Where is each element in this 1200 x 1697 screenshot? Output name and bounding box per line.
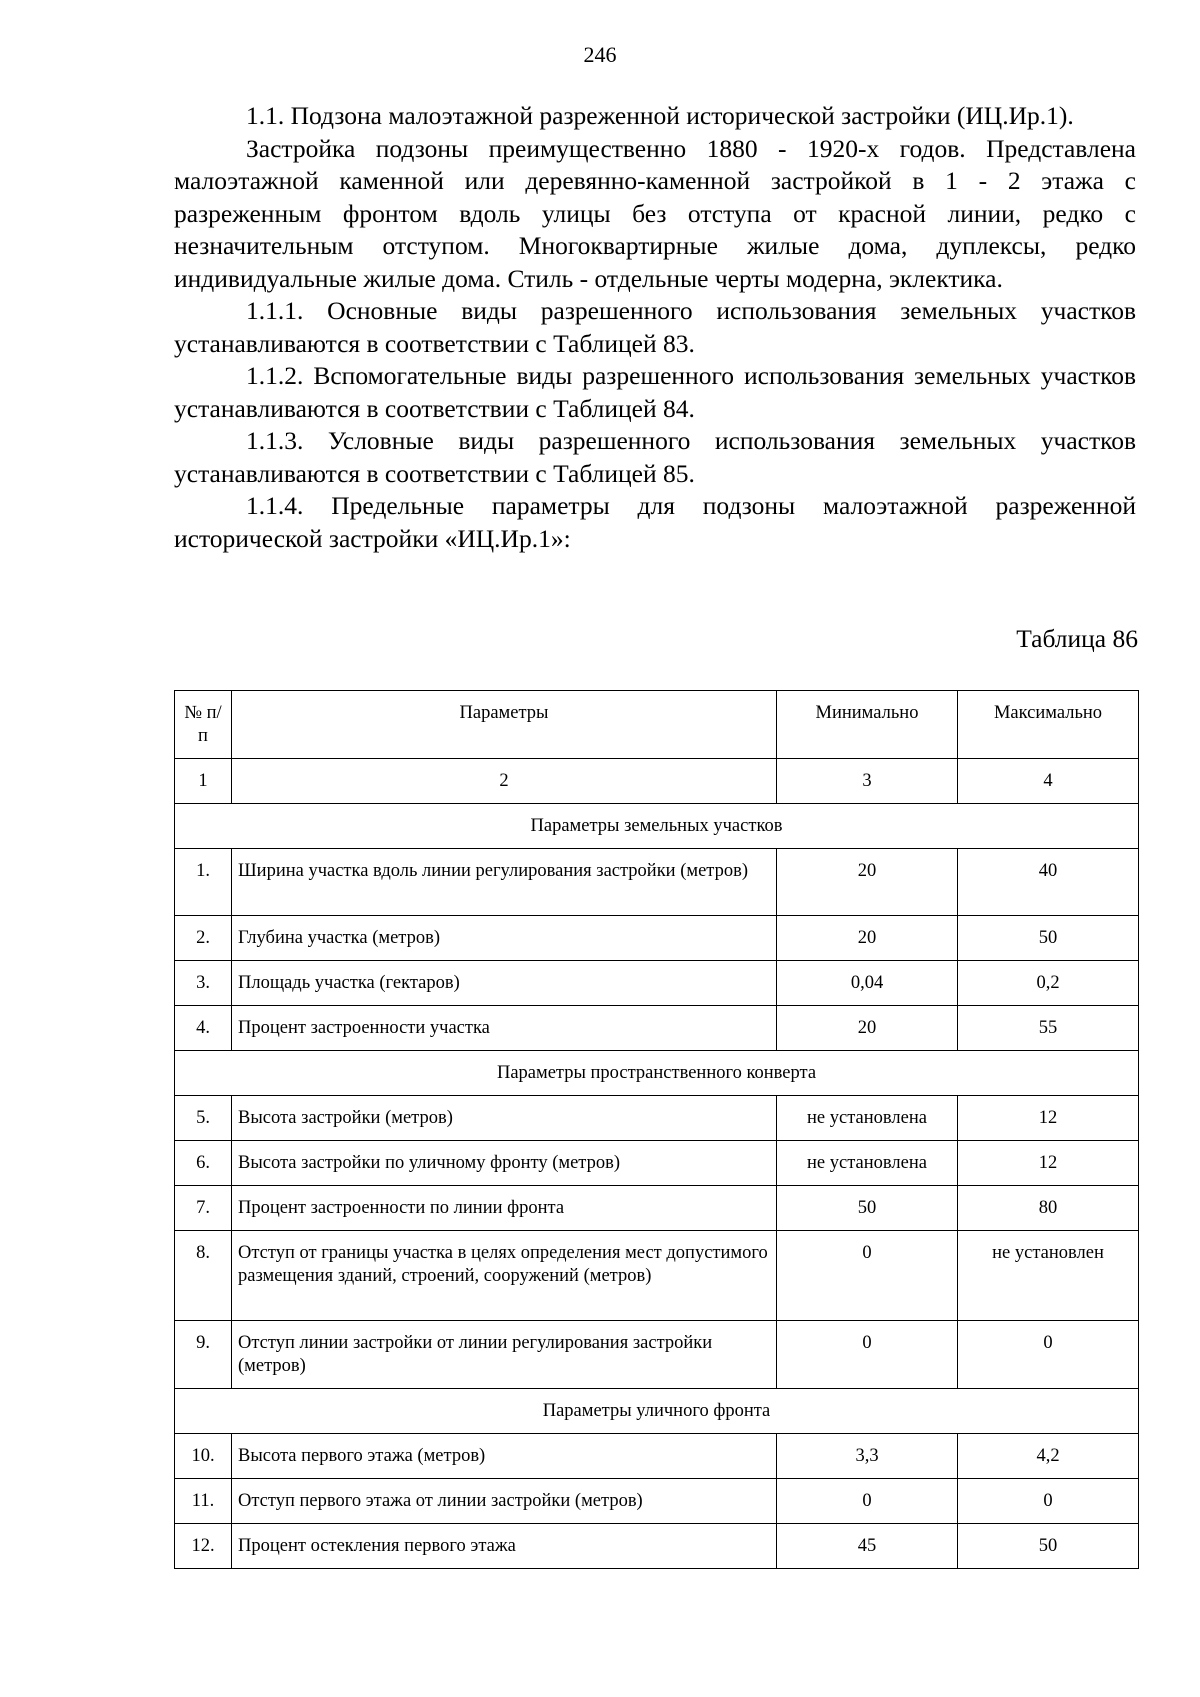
row-maximum: 55 [958, 1006, 1139, 1051]
paragraph-subzone-description: Застройка подзоны преимущественно 1880 - 1920-х годов. Представлена малоэтажной каменной или деревянно-каменной застройкой в 1 - 2 этажа с разреженным фронтом вдоль улицы без отступа от красной линии, редко с незначительным отступом. Многоквартирные жилые дома, дуплексы, редко индивидуальные жилые дома. Стиль - отдельные черты модерна, эклектика. [174, 133, 1136, 293]
row-maximum: 40 [958, 849, 1139, 916]
table-header-row [175, 691, 1139, 759]
paragraph-subzone-title: 1.1. Подзона малоэтажной разреженной исторической застройки (ИЦ.Ир.1). [246, 101, 1074, 130]
row-parameter: Глубина участка (метров) [232, 916, 777, 961]
row-maximum: не установлен [958, 1231, 1139, 1321]
column-number-cell: 4 [958, 759, 1139, 804]
row-number: 5. [175, 1096, 232, 1141]
table-row [175, 1141, 1139, 1186]
row-parameter: Высота застройки по уличному фронту (метров) [232, 1141, 777, 1186]
section-title: Параметры пространственного конверта [175, 1051, 1139, 1096]
row-number: 12. [175, 1524, 232, 1569]
row-maximum: 50 [958, 1524, 1139, 1569]
header-maximum: Максимально [958, 691, 1139, 759]
row-number: 3. [175, 961, 232, 1006]
row-parameter: Отступ первого этажа от линии застройки (метров) [232, 1479, 777, 1524]
row-number: 4. [175, 1006, 232, 1051]
row-minimum: 0 [777, 1231, 958, 1321]
row-maximum: 12 [958, 1096, 1139, 1141]
header-parameters: Параметры [232, 691, 777, 759]
row-parameter: Отступ от границы участка в целях определения мест допустимого размещения зданий, строений, сооружений (метров) [232, 1231, 777, 1321]
table-row [175, 916, 1139, 961]
table-row [175, 1321, 1139, 1389]
row-minimum: 20 [777, 1006, 958, 1051]
row-maximum: 0 [958, 1479, 1139, 1524]
row-minimum: 0 [777, 1321, 958, 1389]
header-minimum: Минимально [777, 691, 958, 759]
table-row [175, 849, 1139, 916]
table-row [175, 1524, 1139, 1569]
row-minimum: 0,04 [777, 961, 958, 1006]
row-parameter: Высота застройки (метров) [232, 1096, 777, 1141]
header-number: № п/п [175, 691, 232, 759]
body-text [174, 100, 1136, 555]
table-row [175, 1231, 1139, 1321]
row-number: 6. [175, 1141, 232, 1186]
paragraph-limit-parameters: 1.1.4. Предельные параметры для подзоны малоэтажной разреженной исторической застройки «ИЦ.Ир.1»: [174, 491, 1136, 553]
row-maximum: 0,2 [958, 961, 1139, 1006]
row-minimum: 0 [777, 1479, 958, 1524]
row-parameter: Площадь участка (гектаров) [232, 961, 777, 1006]
row-minimum: не установлена [777, 1141, 958, 1186]
section-row [175, 1051, 1139, 1096]
paragraph-auxiliary-uses: 1.1.2. Вспомогательные виды разрешенного использования земельных участков устанавливаются в соответствии с Таблицей 84. [174, 361, 1136, 423]
column-number-cell: 2 [232, 759, 777, 804]
row-parameter: Процент застроенности участка [232, 1006, 777, 1051]
table-row [175, 1434, 1139, 1479]
row-number: 7. [175, 1186, 232, 1231]
row-maximum: 0 [958, 1321, 1139, 1389]
page-number: 246 [583, 42, 617, 67]
row-minimum: 3,3 [777, 1434, 958, 1479]
row-minimum: 45 [777, 1524, 958, 1569]
column-number-cell: 1 [175, 759, 232, 804]
row-parameter: Процент остекления первого этажа [232, 1524, 777, 1569]
section-row [175, 804, 1139, 849]
section-title: Параметры уличного фронта [175, 1389, 1139, 1434]
section-title: Параметры земельных участков [175, 804, 1139, 849]
table-row [175, 1006, 1139, 1051]
paragraph-conditional-uses: 1.1.3. Условные виды разрешенного использования земельных участков устанавливаются в соответствии с Таблицей 85. [174, 426, 1136, 488]
row-maximum: 50 [958, 916, 1139, 961]
row-minimum: 50 [777, 1186, 958, 1231]
column-number-cell: 3 [777, 759, 958, 804]
row-parameter: Ширина участка вдоль линии регулирования застройки (метров) [232, 849, 777, 916]
row-maximum: 80 [958, 1186, 1139, 1231]
table-row [175, 961, 1139, 1006]
row-minimum: 20 [777, 916, 958, 961]
section-row [175, 1389, 1139, 1434]
row-minimum: 20 [777, 849, 958, 916]
row-number: 10. [175, 1434, 232, 1479]
column-number-row [175, 759, 1139, 804]
paragraph-main-uses: 1.1.1. Основные виды разрешенного использования земельных участков устанавливаются в соответствии с Таблицей 83. [174, 296, 1136, 358]
table-row [175, 1186, 1139, 1231]
row-number: 9. [175, 1321, 232, 1389]
table-row [175, 1096, 1139, 1141]
row-parameter: Процент застроенности по линии фронта [232, 1186, 777, 1231]
row-number: 2. [175, 916, 232, 961]
row-maximum: 4,2 [958, 1434, 1139, 1479]
row-parameter: Отступ линии застройки от линии регулирования застройки (метров) [232, 1321, 777, 1389]
row-number: 11. [175, 1479, 232, 1524]
parameters-table [174, 690, 1139, 1569]
row-maximum: 12 [958, 1141, 1139, 1186]
row-minimum: не установлена [777, 1096, 958, 1141]
row-parameter: Высота первого этажа (метров) [232, 1434, 777, 1479]
row-number: 8. [175, 1231, 232, 1321]
row-number: 1. [175, 849, 232, 916]
table-caption: Таблица 86 [1016, 624, 1138, 653]
table-row [175, 1479, 1139, 1524]
